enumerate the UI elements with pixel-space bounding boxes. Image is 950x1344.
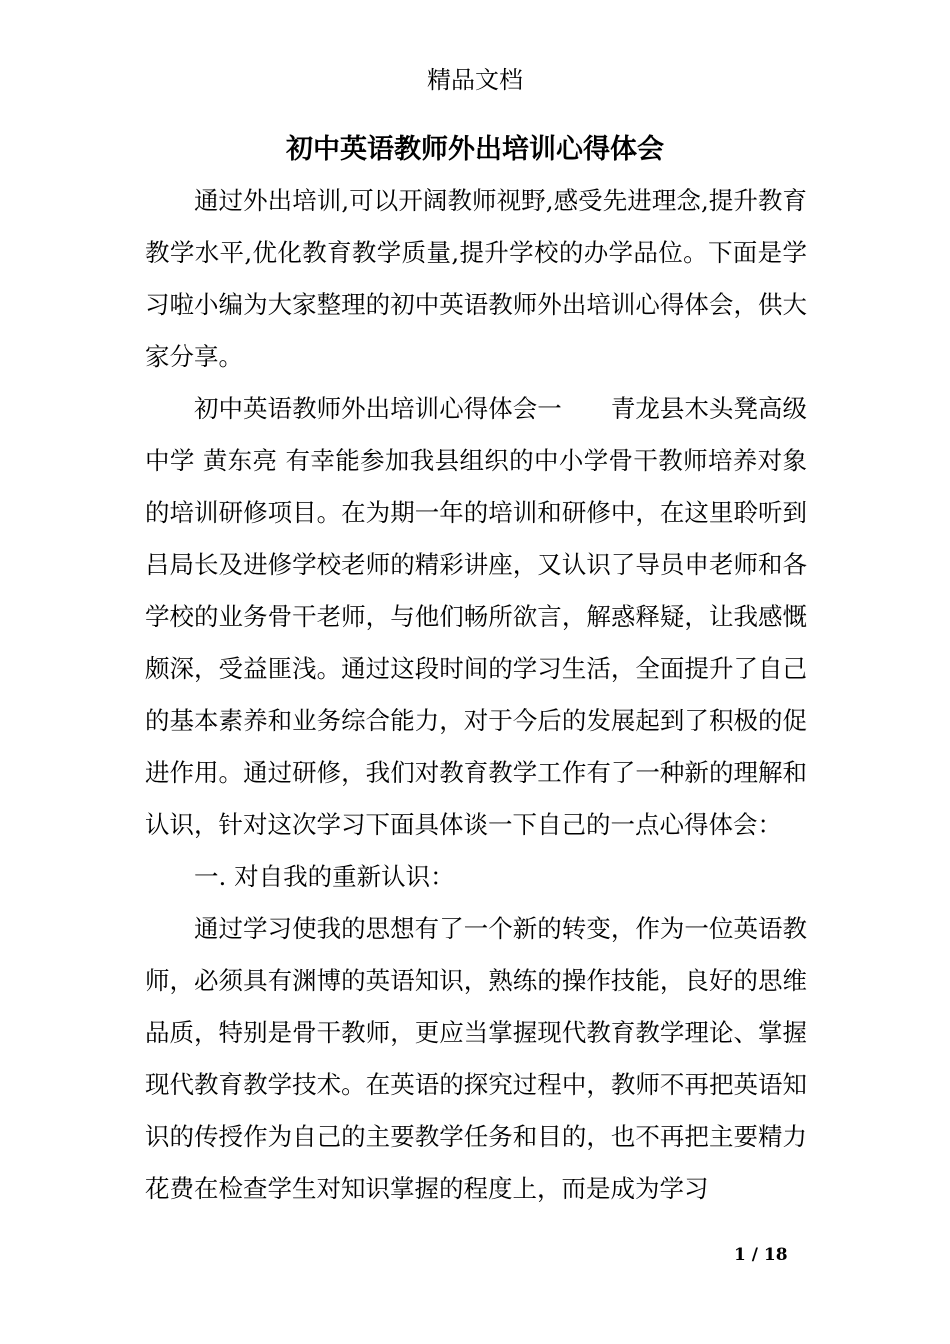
document-body [145, 175, 807, 1215]
paragraph-essay-one: 初中英语教师外出培训心得体会一 青龙县木头凳高级中学 黄东亮 有幸能参加我县组织的中小学骨干教师培养对象的培训研修项目。在为期一年的培训和研修中，在这里聆听到吕局长及进修学校老师的精彩讲座，又认识了导员申老师和各学校的业务骨干老师，与他们畅所欲言，解惑释疑，让我感慨颇深，受益匪浅。通过这段时间的学习生活，全面提升了自己的基本素养和业务综合能力，对于今后的发展起到了积极的促进作用。通过研修，我们对教育教学工作有了一种新的理解和认识，针对这次学习下面具体谈一下自己的一点心得体会： [145, 394, 807, 839]
section-heading: 一. 对自我的重新认识： [194, 862, 455, 891]
document-title: 初中英语教师外出培训心得体会 [286, 134, 664, 165]
page-number: 1 / 18 [734, 1245, 788, 1265]
paragraph-intro: 通过外出培训,可以开阔教师视野,感受先进理念,提升教育教学水平,优化教育教学质量,提升学校的办学品位。下面是学习啦小编为大家整理的初中英语教师外出培训心得体会，供大家分享。 [145, 186, 807, 371]
paragraph-self-reflection: 通过学习使我的思想有了一个新的转变，作为一位英语教师，必须具有渊博的英语知识，熟练的操作技能，良好的思维品质，特别是骨干教师，更应当掌握现代教育教学理论、掌握现代教育教学技术。在英语的探究过程中，教师不再把英语知识的传授作为自己的主要教学任务和目的，也不再把主要精力花费在检查学生对知识掌握的程度上，而是成为学习 [145, 914, 807, 1203]
page-header: 精品文档 [427, 66, 523, 94]
